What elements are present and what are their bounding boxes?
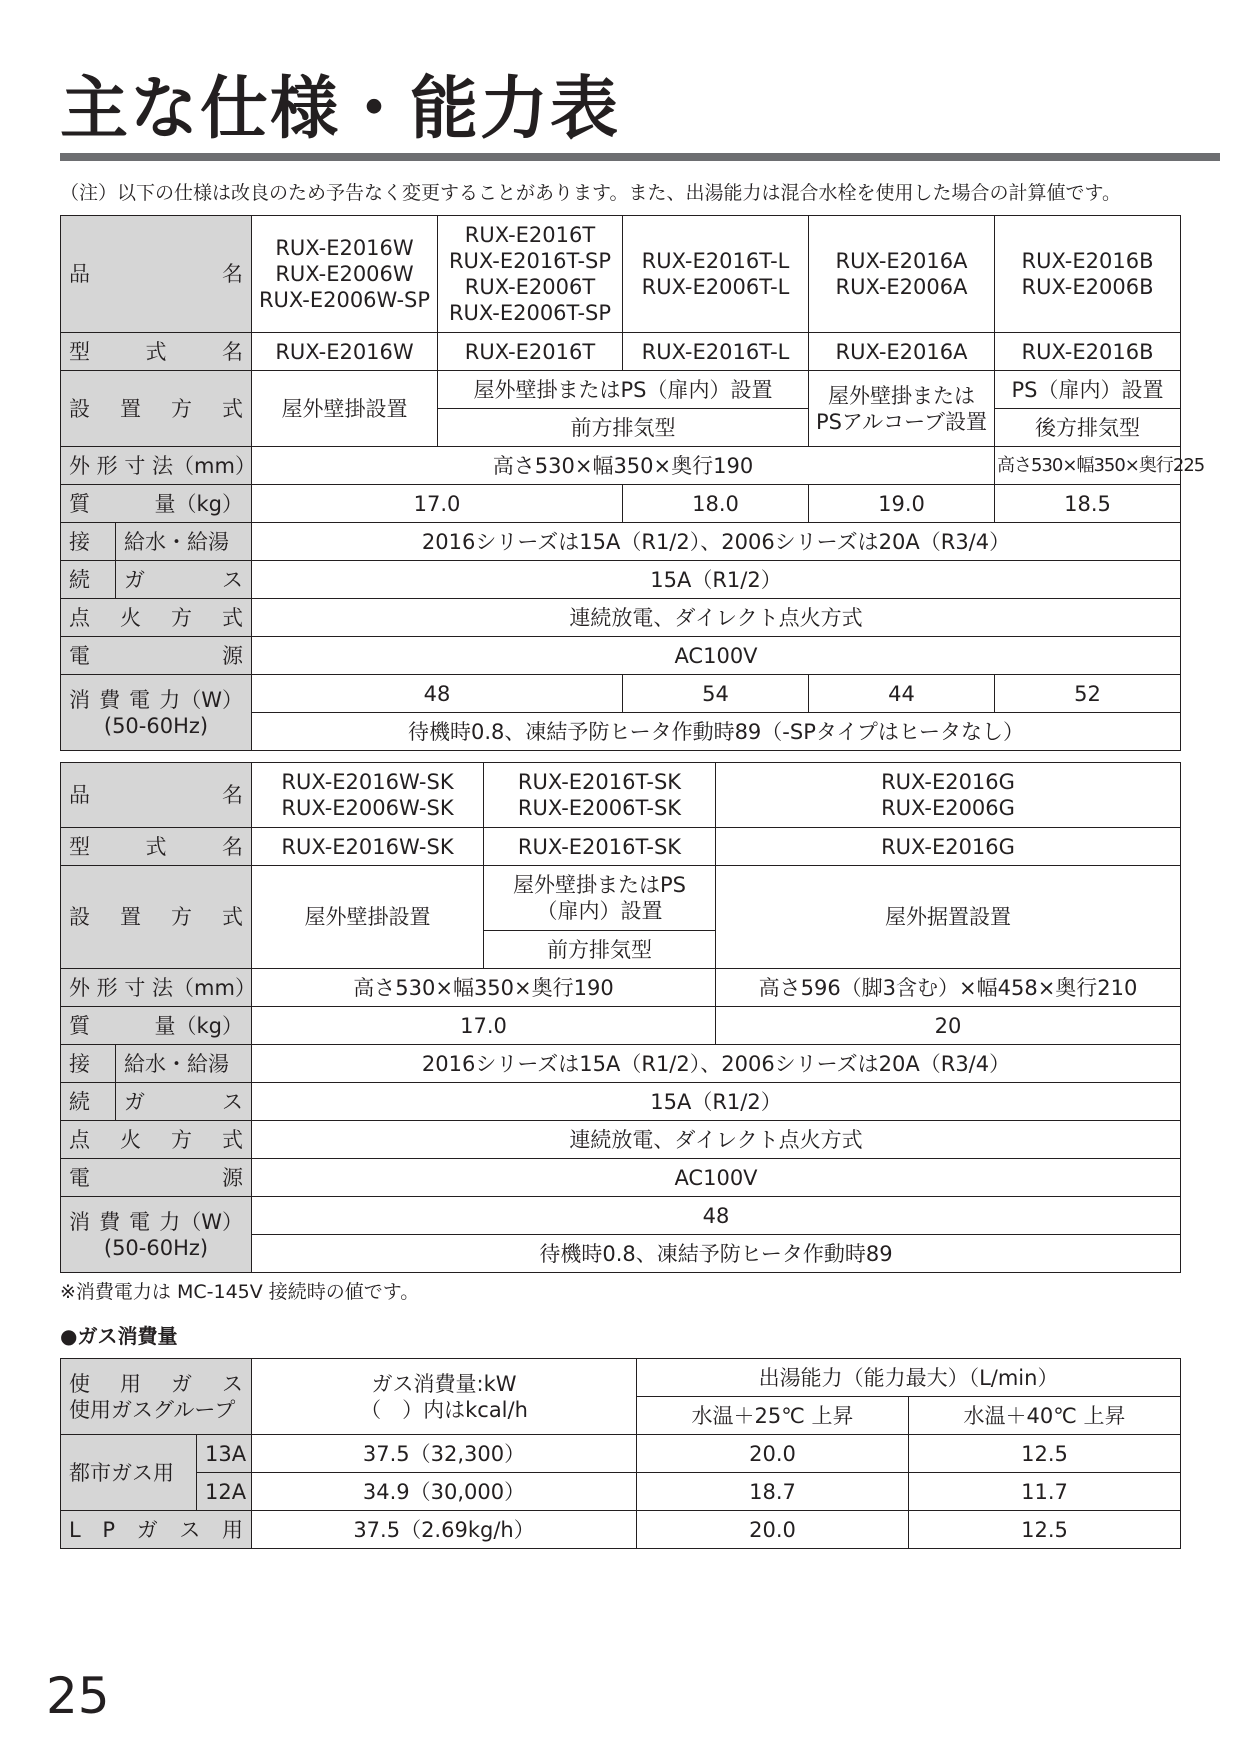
model-b: RUX-E2016B [995, 333, 1181, 371]
header-25: 水温＋25℃ 上昇 [637, 1397, 909, 1435]
model-w: RUX-E2016W [252, 333, 438, 371]
row-install-1: 設 置 方 式 屋外壁掛設置 屋外壁掛またはPS（扉内）設置 屋外壁掛または PSアルコーブ設置 PS（扉内）設置 [61, 371, 1181, 409]
row-model-2: 型 式 名 RUX-E2016W-SK RUX-E2016T-SK RUX-E2016G [61, 828, 1181, 866]
t25-lp: 20.0 [637, 1511, 909, 1549]
header-consumption: ガス消費量:kW （ ）内はkcal/h [252, 1359, 637, 1435]
standby: 待機時0.8、凍結予防ヒータ作動時89（-SPタイプはヒータなし） [252, 713, 1181, 751]
row-12a [61, 1473, 1181, 1511]
install-ps-2: 屋外壁掛またはPS （扉内）設置 [484, 866, 716, 931]
names-tl: RUX-E2016T-L RUX-E2006T-L [623, 216, 809, 333]
exhaust-rear: 後方排気型 [995, 409, 1181, 447]
kw-13a: 37.5（32,300） [252, 1435, 637, 1473]
kw-lp: 37.5（2.69kg/h） [252, 1511, 637, 1549]
model-tl: RUX-E2016T-L [623, 333, 809, 371]
t40-13a: 12.5 [909, 1435, 1181, 1473]
install-ps-only: PS（扉内）設置 [995, 371, 1181, 409]
ignition: 連続放電、ダイレクト点火方式 [252, 599, 1181, 637]
gas-consumption-table [60, 1358, 1181, 1549]
footnote: ※消費電力は MC-145V 接続時の値です。 [60, 1281, 420, 1303]
header-40: 水温＋40℃ 上昇 [909, 1397, 1181, 1435]
t25-13a: 20.0 [637, 1435, 909, 1473]
names-g: RUX-E2016G RUX-E2006G [716, 763, 1181, 828]
model-a: RUX-E2016A [809, 333, 995, 371]
label-dimensions: 外 形 寸 法（mm） [61, 447, 252, 485]
install-wall: 屋外壁掛設置 [252, 371, 438, 447]
mass-a: 19.0 [809, 485, 995, 523]
water-connection-2: 2016シリーズは15A（R1/2）、2006シリーズは20A（R3/4） [252, 1045, 1181, 1083]
water-connection: 2016シリーズは15A（R1/2）、2006シリーズは20A（R3/4） [252, 523, 1181, 561]
row-connection-gas: 続 ガ ス 15A（R1/2） [61, 561, 1181, 599]
power-supply: AC100V [252, 637, 1181, 675]
t40-12a: 11.7 [909, 1473, 1181, 1511]
group-12a: 12A [197, 1473, 252, 1511]
row-13a [61, 1435, 1181, 1473]
standby-2: 待機時0.8、凍結予防ヒータ作動時89 [252, 1235, 1181, 1273]
names-w-sk: RUX-E2016W-SK RUX-E2006W-SK [252, 763, 484, 828]
spec-table-1 [60, 215, 1205, 751]
label-zoku: 続 [61, 561, 116, 599]
spec-note: （注）以下の仕様は改良のため予告なく変更することがあります。また、出湯能力は混合水栓を使用した場合の計算値です。 [60, 182, 1121, 204]
row-ignition: 点 火 方 式 連続放電、ダイレクト点火方式 [61, 599, 1181, 637]
dim-a-2: 高さ530×幅350×奥行190 [252, 969, 716, 1007]
t40-lp: 12.5 [909, 1511, 1181, 1549]
t25-12a: 18.7 [637, 1473, 909, 1511]
gas-connection-2: 15A（R1/2） [252, 1083, 1181, 1121]
label-hin: 品 [69, 262, 90, 286]
mass-g: 20 [716, 1007, 1181, 1045]
model-w-sk: RUX-E2016W-SK [252, 828, 484, 866]
mass-sk: 17.0 [252, 1007, 716, 1045]
dim-main: 高さ530×幅350×奥行190 [252, 447, 995, 485]
consumption-2: 48 [252, 1197, 1181, 1235]
consumption-tl: 54 [623, 675, 809, 713]
kw-12a: 34.9（30,000） [252, 1473, 637, 1511]
label-mei: 名 [222, 262, 243, 286]
install-floor: 屋外据置設置 [716, 866, 1181, 969]
model-g: RUX-E2016G [716, 828, 1181, 866]
group-13a: 13A [197, 1435, 252, 1473]
row-connection-gas-2: 続 ガ ス 15A（R1/2） [61, 1083, 1181, 1121]
row-power-2: 電 源 AC100V [61, 1159, 1181, 1197]
spec-table-2 [60, 762, 1181, 1273]
row-ignition-2: 点 火 方 式 連続放電、ダイレクト点火方式 [61, 1121, 1181, 1159]
consumption-wt: 48 [252, 675, 623, 713]
label-city-gas: 都市ガス用 [61, 1435, 197, 1511]
names-w: RUX-E2016W RUX-E2006W RUX-E2006W-SP [252, 216, 438, 333]
exhaust-front: 前方排気型 [438, 409, 809, 447]
names-a: RUX-E2016A RUX-E2006A [809, 216, 995, 333]
label-gas-group: 使 用 ガ ス 使用ガスグループ [61, 1359, 252, 1435]
install-alcove: 屋外壁掛または PSアルコーブ設置 [809, 371, 995, 447]
row-lp [61, 1511, 1181, 1549]
label-setsu: 接 [61, 523, 116, 561]
consumption-b: 52 [995, 675, 1181, 713]
label-lp-gas: L P ガ ス 用 [61, 1511, 252, 1549]
row-gas-header-1 [61, 1359, 1181, 1397]
row-consumption [61, 675, 1181, 713]
page-title: 主な仕様・能力表 [60, 70, 621, 149]
power-supply-2: AC100V [252, 1159, 1181, 1197]
ignition-2: 連続放電、ダイレクト点火方式 [252, 1121, 1181, 1159]
dim-b-2: 高さ596（脚3含む）×幅458×奥行210 [716, 969, 1181, 1007]
install-ps: 屋外壁掛またはPS（扉内）設置 [438, 371, 809, 409]
dim-b: 高さ530×幅350×奥行225 [995, 447, 1181, 485]
row-install-2a: 設 置 方 式 屋外壁掛設置 屋外壁掛またはPS （扉内）設置 屋外据置設置 [61, 866, 1181, 931]
model-t: RUX-E2016T [438, 333, 623, 371]
model-t-sk: RUX-E2016T-SK [484, 828, 716, 866]
mass-wt: 17.0 [252, 485, 623, 523]
consumption-a: 44 [809, 675, 995, 713]
row-product-name-2: 品 名 RUX-E2016W-SK RUX-E2006W-SK RUX-E2016T-SK RUX-E2006T-SK RUX-E2016G RUX-E2006G [61, 763, 1181, 828]
section-gas-consumption: ●ガス消費量 [60, 1324, 178, 1348]
install-wall-2: 屋外壁掛設置 [252, 866, 484, 969]
row-model: 型 式 名 RUX-E2016W RUX-E2016T RUX-E2016T-L RUX-E2016A RUX-E2016B [61, 333, 1181, 371]
label-water: 給水・給湯 [116, 523, 252, 561]
title-rule [60, 153, 1220, 161]
names-t-sk: RUX-E2016T-SK RUX-E2006T-SK [484, 763, 716, 828]
header-capacity: 出湯能力（能力最大）（L/min） [637, 1359, 1181, 1397]
row-connection-water-2: 接 給水・給湯 2016シリーズは15A（R1/2）、2006シリーズは20A（R3/4） [61, 1045, 1181, 1083]
row-product-name [61, 216, 1181, 333]
names-b: RUX-E2016B RUX-E2006B [995, 216, 1181, 333]
row-dimensions-2: 外 形 寸 法（mm） 高さ530×幅350×奥行190 高さ596（脚3含む）×幅458×奥行210 [61, 969, 1181, 1007]
gas-connection: 15A（R1/2） [252, 561, 1181, 599]
names-t: RUX-E2016T RUX-E2016T-SP RUX-E2006T RUX-E2006T-SP [438, 216, 623, 333]
row-mass: 質 量（kg） 17.0 18.0 19.0 18.5 [61, 485, 1181, 523]
page-number: 25 [46, 1667, 110, 1725]
row-power: 電 源 AC100V [61, 637, 1181, 675]
row-consumption-2: 消 費 電 力（W） (50-60Hz) 48 [61, 1197, 1181, 1235]
row-mass-2: 質 量（kg） 17.0 20 [61, 1007, 1181, 1045]
row-connection-water [61, 523, 1181, 561]
mass-b: 18.5 [995, 485, 1181, 523]
exhaust-front-2: 前方排気型 [484, 931, 716, 969]
row-dimensions [61, 447, 1181, 485]
mass-tl: 18.0 [623, 485, 809, 523]
label-consumption: 消 費 電 力（W） (50-60Hz) [61, 675, 252, 751]
